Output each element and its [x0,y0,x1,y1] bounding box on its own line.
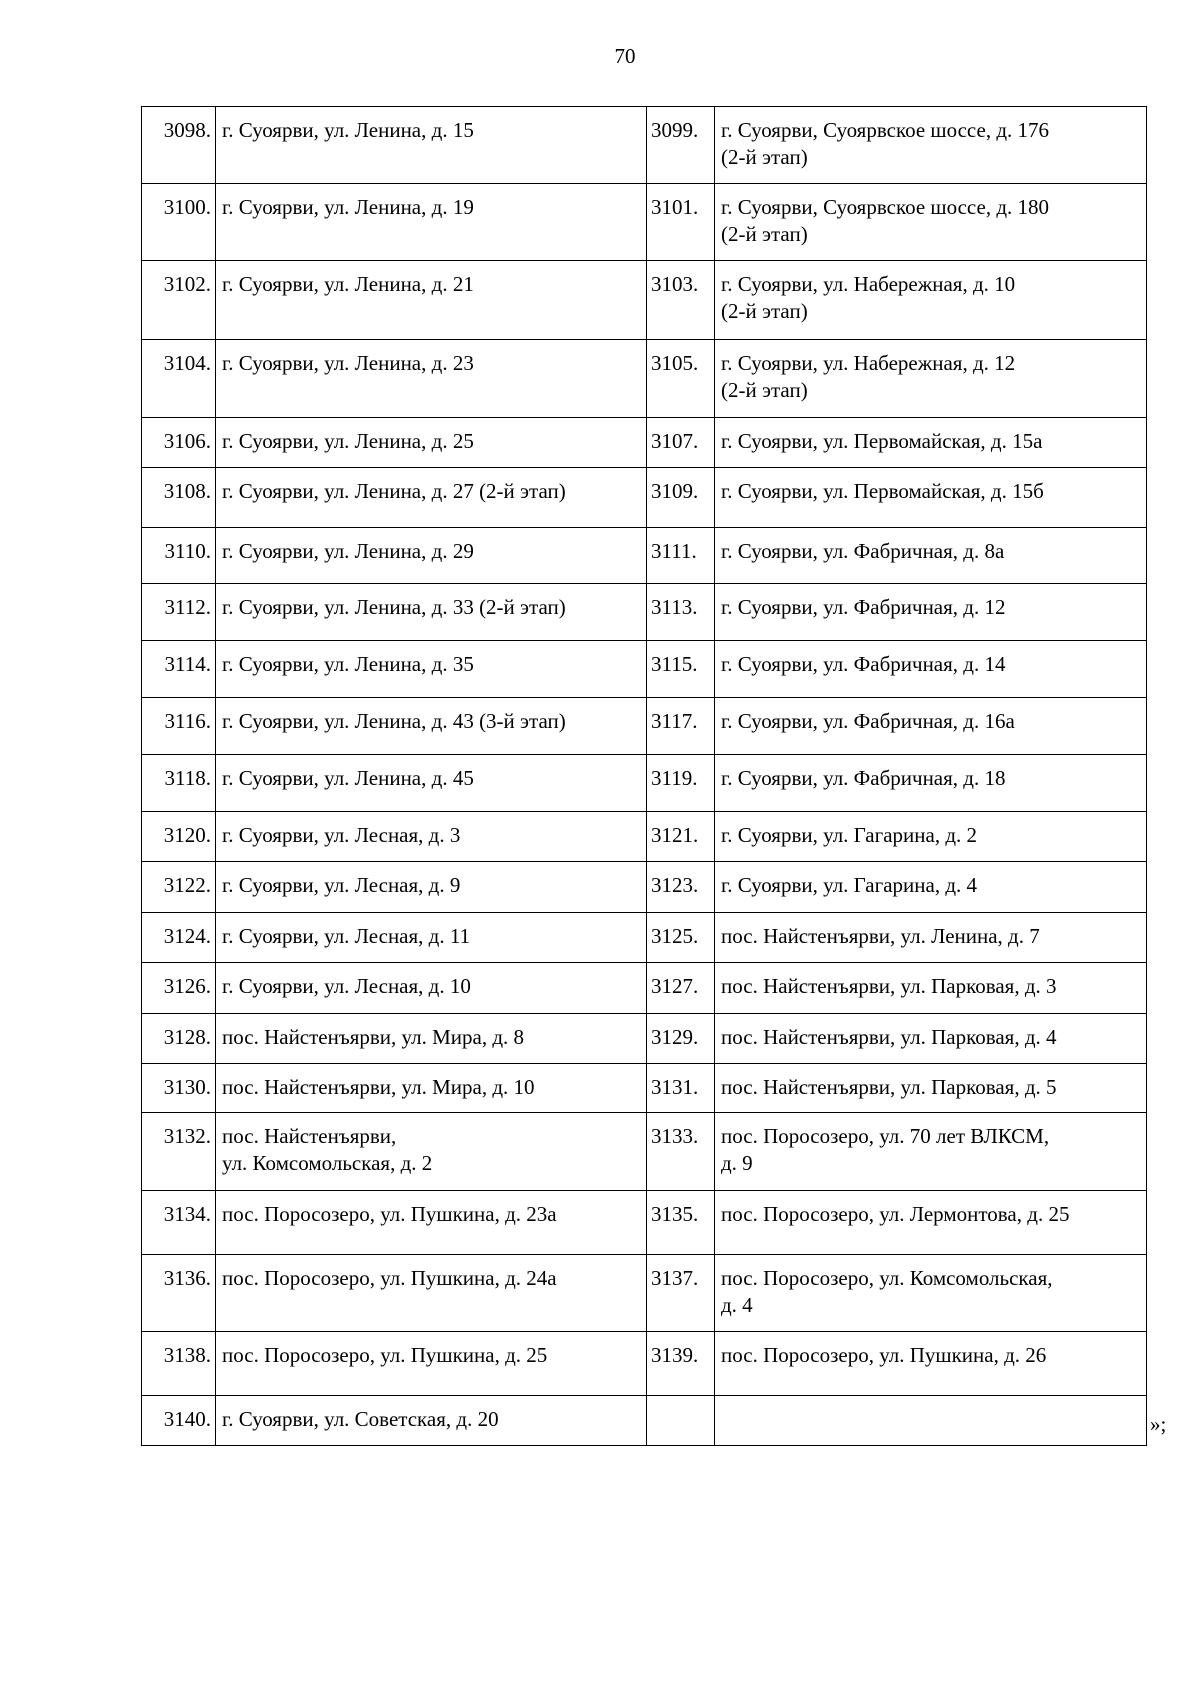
closing-quote-mark: »; [1150,1412,1167,1436]
entry-address-right: г. Суоярви, ул. Фабричная, д. 14 [715,641,1147,698]
table-row [142,184,1147,261]
entry-address-right: г. Суоярви, ул. Гагарина, д. 2 [715,812,1147,862]
entry-address-left: г. Суоярви, ул. Ленина, д. 35 [216,641,647,698]
entry-number-right: 3131. [647,1064,715,1113]
entry-address-left: г. Суоярви, ул. Лесная, д. 10 [216,963,647,1014]
entry-number-right [647,1396,715,1446]
table-row [142,528,1147,584]
entry-address-right: г. Суоярви, ул. Первомайская, д. 15а [715,418,1147,468]
entry-number-right: 3129. [647,1014,715,1064]
table-row [142,862,1147,913]
table-row [142,1113,1147,1191]
table-row [142,584,1147,641]
entry-number-right: 3099. [647,107,715,184]
entry-number-right: 3115. [647,641,715,698]
table-row [142,468,1147,528]
entry-address-left: г. Суоярви, ул. Лесная, д. 9 [216,862,647,913]
entry-number-left: 3122. [142,862,216,913]
entry-number-left: 3100. [142,184,216,261]
entry-address-right: пос. Найстенъярви, ул. Парковая, д. 5 [715,1064,1147,1113]
entry-address-right: пос. Найстенъярви, ул. Парковая, д. 3 [715,963,1147,1014]
entry-address-right: г. Суоярви, ул. Первомайская, д. 15б [715,468,1147,528]
entry-number-right: 3111. [647,528,715,584]
entry-number-left: 3138. [142,1332,216,1396]
entry-number-right: 3101. [647,184,715,261]
entry-number-right: 3139. [647,1332,715,1396]
entry-number-left: 3112. [142,584,216,641]
entry-number-right: 3103. [647,261,715,340]
entry-address-left: г. Суоярви, ул. Лесная, д. 11 [216,913,647,963]
entry-number-right: 3123. [647,862,715,913]
table-row [142,698,1147,755]
entry-number-left: 3108. [142,468,216,528]
table-row [142,340,1147,418]
entry-address-right: г. Суоярви, ул. Набережная, д. 10 (2-й этап) [715,261,1147,340]
address-table-container [141,106,1147,1446]
entry-number-left: 3114. [142,641,216,698]
entry-address-left: г. Суоярви, ул. Лесная, д. 3 [216,812,647,862]
entry-number-left: 3124. [142,913,216,963]
entry-number-left: 3104. [142,340,216,418]
table-row [142,963,1147,1014]
address-table-body [142,107,1147,1446]
entry-number-left: 3134. [142,1191,216,1255]
entry-address-left: г. Суоярви, ул. Ленина, д. 19 [216,184,647,261]
entry-number-left: 3106. [142,418,216,468]
entry-number-right: 3109. [647,468,715,528]
entry-number-right: 3137. [647,1255,715,1332]
entry-address-right: г. Суоярви, ул. Фабричная, д. 12 [715,584,1147,641]
table-row [142,1332,1147,1396]
entry-address-left: г. Суоярви, ул. Советская, д. 20 [216,1396,647,1446]
entry-address-left: г. Суоярви, ул. Ленина, д. 45 [216,755,647,812]
table-row [142,1255,1147,1332]
entry-number-right: 3135. [647,1191,715,1255]
entry-address-left: г. Суоярви, ул. Ленина, д. 21 [216,261,647,340]
entry-address-right: пос. Найстенъярви, ул. Парковая, д. 4 [715,1014,1147,1064]
entry-address-left: пос. Поросозеро, ул. Пушкина, д. 24а [216,1255,647,1332]
entry-number-right: 3113. [647,584,715,641]
entry-address-left: г. Суоярви, ул. Ленина, д. 25 [216,418,647,468]
table-row [142,107,1147,184]
entry-address-left: г. Суоярви, ул. Ленина, д. 29 [216,528,647,584]
table-row [142,1064,1147,1113]
entry-address-left: г. Суоярви, ул. Ленина, д. 23 [216,340,647,418]
entry-address-left: пос. Поросозеро, ул. Пушкина, д. 23а [216,1191,647,1255]
table-row [142,261,1147,340]
entry-address-right: г. Суоярви, ул. Фабричная, д. 8а [715,528,1147,584]
table-row [142,1396,1147,1446]
entry-address-left: пос. Найстенъярви, ул. Мира, д. 8 [216,1014,647,1064]
entry-address-right: г. Суоярви, ул. Фабричная, д. 18 [715,755,1147,812]
entry-address-left: пос. Найстенъярви, ул. Комсомольская, д. 2 [216,1113,647,1191]
entry-address-left: г. Суоярви, ул. Ленина, д. 33 (2-й этап) [216,584,647,641]
entry-address-right: г. Суоярви, Суоярвское шоссе, д. 176 (2-й этап) [715,107,1147,184]
entry-address-left: г. Суоярви, ул. Ленина, д. 27 (2-й этап) [216,468,647,528]
table-row [142,1014,1147,1064]
entry-number-left: 3136. [142,1255,216,1332]
entry-number-left: 3132. [142,1113,216,1191]
entry-number-right: 3105. [647,340,715,418]
table-row [142,913,1147,963]
page-number: 70 [614,44,636,68]
entry-address-right: пос. Поросозеро, ул. Лермонтова, д. 25 [715,1191,1147,1255]
table-row [142,418,1147,468]
entry-number-right: 3117. [647,698,715,755]
address-table [141,106,1147,1446]
entry-address-right: г. Суоярви, Суоярвское шоссе, д. 180 (2-й этап) [715,184,1147,261]
entry-address-left: пос. Поросозеро, ул. Пушкина, д. 25 [216,1332,647,1396]
entry-number-right: 3127. [647,963,715,1014]
entry-number-left: 3128. [142,1014,216,1064]
entry-number-left: 3130. [142,1064,216,1113]
entry-number-right: 3133. [647,1113,715,1191]
entry-address-left: г. Суоярви, ул. Ленина, д. 43 (3-й этап) [216,698,647,755]
entry-address-right [715,1396,1147,1446]
table-row [142,755,1147,812]
table-row [142,1191,1147,1255]
entry-address-left: г. Суоярви, ул. Ленина, д. 15 [216,107,647,184]
entry-number-right: 3119. [647,755,715,812]
entry-number-left: 3102. [142,261,216,340]
entry-address-right: пос. Поросозеро, ул. 70 лет ВЛКСМ, д. 9 [715,1113,1147,1191]
entry-address-right: г. Суоярви, ул. Набережная, д. 12 (2-й этап) [715,340,1147,418]
entry-address-right: пос. Найстенъярви, ул. Ленина, д. 7 [715,913,1147,963]
entry-number-left: 3140. [142,1396,216,1446]
table-row [142,812,1147,862]
entry-number-left: 3098. [142,107,216,184]
table-row [142,641,1147,698]
entry-number-left: 3116. [142,698,216,755]
entry-address-left: пос. Найстенъярви, ул. Мира, д. 10 [216,1064,647,1113]
entry-number-left: 3126. [142,963,216,1014]
entry-address-right: пос. Поросозеро, ул. Пушкина, д. 26 [715,1332,1147,1396]
entry-address-right: г. Суоярви, ул. Фабричная, д. 16а [715,698,1147,755]
entry-number-left: 3120. [142,812,216,862]
entry-number-left: 3110. [142,528,216,584]
entry-number-left: 3118. [142,755,216,812]
entry-number-right: 3125. [647,913,715,963]
entry-number-right: 3107. [647,418,715,468]
entry-number-right: 3121. [647,812,715,862]
entry-address-right: г. Суоярви, ул. Гагарина, д. 4 [715,862,1147,913]
entry-address-right: пос. Поросозеро, ул. Комсомольская, д. 4 [715,1255,1147,1332]
